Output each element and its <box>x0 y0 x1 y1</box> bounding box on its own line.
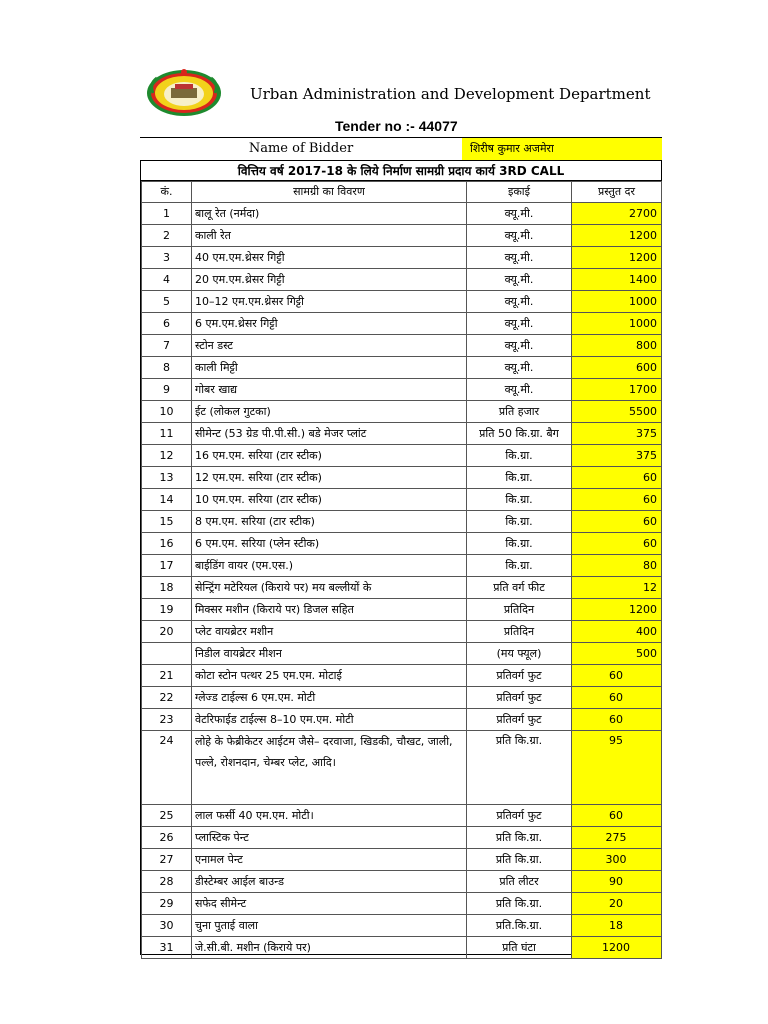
row-unit: प्रतिदिन <box>467 599 572 621</box>
table-row <box>142 621 662 643</box>
bidder-row <box>140 137 662 161</box>
table-row <box>142 665 662 687</box>
row-serial: 13 <box>142 467 192 489</box>
row-description: 6 एम.एम. सरिया (प्लेन स्टीक) <box>192 533 467 555</box>
row-unit: प्रतिवर्ग फुट <box>467 687 572 709</box>
column-header-unit: इकाई <box>467 182 572 203</box>
row-rate: 60 <box>572 511 662 533</box>
table-row <box>142 805 662 827</box>
row-description: 16 एम.एम. सरिया (टार स्टीक) <box>192 445 467 467</box>
row-description: काली मिट्टी <box>192 357 467 379</box>
row-serial: 25 <box>142 805 192 827</box>
row-serial: 21 <box>142 665 192 687</box>
table-row <box>142 357 662 379</box>
row-unit: कि.ग्रा. <box>467 533 572 555</box>
row-rate: 60 <box>572 665 662 687</box>
row-rate: 500 <box>572 643 662 665</box>
row-description: जे.सी.बी. मशीन (किराये पर) <box>192 937 467 959</box>
department-emblem-logo <box>145 66 223 118</box>
row-rate: 80 <box>572 555 662 577</box>
row-rate: 90 <box>572 871 662 893</box>
row-description: वेटरिफाईड टाईल्स 8–10 एम.एम. मोटी <box>192 709 467 731</box>
row-description: 10 एम.एम. सरिया (टार स्टीक) <box>192 489 467 511</box>
row-unit: प्रति लीटर <box>467 871 572 893</box>
row-description: 10–12 एम.एम.थ्रेसर गिट्टी <box>192 291 467 313</box>
row-serial: 12 <box>142 445 192 467</box>
table-row <box>142 533 662 555</box>
row-rate: 1200 <box>572 599 662 621</box>
table-row <box>142 709 662 731</box>
row-serial: 27 <box>142 849 192 871</box>
row-serial: 26 <box>142 827 192 849</box>
row-rate: 60 <box>572 687 662 709</box>
table-row <box>142 445 662 467</box>
row-serial: 30 <box>142 915 192 937</box>
row-serial: 28 <box>142 871 192 893</box>
table-row <box>142 423 662 445</box>
row-serial: 2 <box>142 225 192 247</box>
row-rate: 60 <box>572 489 662 511</box>
table-row <box>142 379 662 401</box>
row-description: ईट (लोकल गुटका) <box>192 401 467 423</box>
row-unit: प्रति कि.ग्रा. <box>467 827 572 849</box>
row-serial: 23 <box>142 709 192 731</box>
row-serial: 22 <box>142 687 192 709</box>
table-row <box>142 291 662 313</box>
table-row <box>142 827 662 849</box>
row-rate: 1200 <box>572 225 662 247</box>
row-unit: क्यू.मी. <box>467 291 572 313</box>
row-description: मिक्सर मशीन (किराये पर) डिजल सहित <box>192 599 467 621</box>
row-unit: कि.ग्रा. <box>467 555 572 577</box>
table-row <box>142 849 662 871</box>
column-header-description: सामग्री का विवरण <box>192 182 467 203</box>
row-unit: प्रतिवर्ग फुट <box>467 709 572 731</box>
row-unit: प्रतिवर्ग फुट <box>467 805 572 827</box>
row-description: स्टोन डस्ट <box>192 335 467 357</box>
row-unit: क्यू.मी. <box>467 335 572 357</box>
row-serial: 29 <box>142 893 192 915</box>
row-serial <box>142 643 192 665</box>
row-unit: प्रति घंटा <box>467 937 572 959</box>
row-rate: 18 <box>572 915 662 937</box>
row-rate: 1200 <box>572 937 662 959</box>
table-row <box>142 893 662 915</box>
row-rate: 12 <box>572 577 662 599</box>
table-row <box>142 555 662 577</box>
table-row <box>142 247 662 269</box>
row-serial: 24 <box>142 731 192 805</box>
row-description: लोहे के फेब्रीकेटर आईटम जैसे– दरवाजा, खिडकी, चौखट, जाली, पल्ले, रोशनदान, चेम्बर प्लेट, आदि। <box>192 731 467 805</box>
row-description: सेन्ट्रिंग मटेरियल (किराये पर) मय बल्लीयों के <box>192 577 467 599</box>
row-serial: 17 <box>142 555 192 577</box>
row-unit: क्यू.मी. <box>467 269 572 291</box>
row-unit: प्रति वर्ग फीट <box>467 577 572 599</box>
row-serial: 16 <box>142 533 192 555</box>
row-unit: क्यू.मी. <box>467 203 572 225</box>
row-rate: 375 <box>572 445 662 467</box>
column-header-rate: प्रस्तुत दर <box>572 182 662 203</box>
row-serial: 8 <box>142 357 192 379</box>
row-description: सफेद सीमेन्ट <box>192 893 467 915</box>
row-description: बाईडिंग वायर (एम.एस.) <box>192 555 467 577</box>
row-description: गोबर खाद्य <box>192 379 467 401</box>
row-description: प्लास्टिक पेन्ट <box>192 827 467 849</box>
row-unit: प्रति 50 कि.ग्रा. बैग <box>467 423 572 445</box>
row-rate: 275 <box>572 827 662 849</box>
row-serial: 20 <box>142 621 192 643</box>
row-unit: प्रति कि.ग्रा. <box>467 893 572 915</box>
row-description: 40 एम.एम.थ्रेसर गिट्टी <box>192 247 467 269</box>
table-row <box>142 577 662 599</box>
sheet-subtitle: वित्तिय वर्ष 2017-18 के लिये निर्माण सामग्री प्रदाय कार्य 3RD CALL <box>141 161 661 181</box>
row-description: काली रेत <box>192 225 467 247</box>
bidder-label: Name of Bidder <box>248 141 354 156</box>
row-unit: प्रति कि.ग्रा. <box>467 849 572 871</box>
table-row <box>142 599 662 621</box>
table-row <box>142 915 662 937</box>
row-rate: 400 <box>572 621 662 643</box>
table-row <box>142 467 662 489</box>
table-header-row <box>142 182 662 203</box>
table-row <box>142 335 662 357</box>
row-unit: (मय फ्यूल) <box>467 643 572 665</box>
row-serial: 14 <box>142 489 192 511</box>
row-unit: क्यू.मी. <box>467 379 572 401</box>
row-unit: प्रतिवर्ग फुट <box>467 665 572 687</box>
row-unit: क्यू.मी. <box>467 313 572 335</box>
row-unit: क्यू.मी. <box>467 247 572 269</box>
row-serial: 19 <box>142 599 192 621</box>
row-unit: क्यू.मी. <box>467 225 572 247</box>
row-serial: 31 <box>142 937 192 959</box>
row-description: निडील वायब्रेटर मीशन <box>192 643 467 665</box>
row-rate: 300 <box>572 849 662 871</box>
row-description: कोटा स्टोन पत्थर 25 एम.एम. मोटाई <box>192 665 467 687</box>
row-description: डीस्टेम्बर आईल बाउन्ड <box>192 871 467 893</box>
table-row <box>142 871 662 893</box>
row-description: 20 एम.एम.थ्रेसर गिट्टी <box>192 269 467 291</box>
table-row <box>142 937 662 959</box>
row-description: 6 एम.एम.थ्रेसर गिट्टी <box>192 313 467 335</box>
table-row <box>142 313 662 335</box>
row-description: लाल फर्सी 40 एम.एम. मोटी। <box>192 805 467 827</box>
row-description: बालू रेत (नर्मदा) <box>192 203 467 225</box>
table-row <box>142 401 662 423</box>
row-unit: कि.ग्रा. <box>467 489 572 511</box>
row-rate: 1000 <box>572 313 662 335</box>
table-row <box>142 511 662 533</box>
row-serial: 7 <box>142 335 192 357</box>
row-description: 12 एम.एम. सरिया (टार स्टीक) <box>192 467 467 489</box>
row-serial: 11 <box>142 423 192 445</box>
row-unit: कि.ग्रा. <box>467 445 572 467</box>
row-serial: 3 <box>142 247 192 269</box>
bidder-name: शिरीष कुमार अजमेरा <box>462 138 662 160</box>
row-unit: कि.ग्रा. <box>467 467 572 489</box>
row-serial: 4 <box>142 269 192 291</box>
row-unit: प्रतिदिन <box>467 621 572 643</box>
tender-number: Tender no :- 44077 <box>335 118 458 134</box>
row-description: 8 एम.एम. सरिया (टार स्टीक) <box>192 511 467 533</box>
row-rate: 2700 <box>572 203 662 225</box>
row-rate: 95 <box>572 731 662 805</box>
row-description: एनामल पेन्ट <box>192 849 467 871</box>
row-serial: 9 <box>142 379 192 401</box>
column-header-serial: कं. <box>142 182 192 203</box>
row-description: सीमेन्ट (53 ग्रेड पी.पी.सी.) बडे मेजर प्लांट <box>192 423 467 445</box>
row-rate: 1700 <box>572 379 662 401</box>
row-unit: प्रति हजार <box>467 401 572 423</box>
rate-sheet <box>140 160 662 955</box>
rates-table <box>141 181 662 959</box>
table-row <box>142 269 662 291</box>
row-rate: 1400 <box>572 269 662 291</box>
row-unit: प्रति कि.ग्रा. <box>467 731 572 805</box>
row-serial: 5 <box>142 291 192 313</box>
row-description: ग्लेज्ड टाईल्स 6 एम.एम. मोटी <box>192 687 467 709</box>
row-rate: 60 <box>572 805 662 827</box>
row-unit: क्यू.मी. <box>467 357 572 379</box>
row-rate: 1200 <box>572 247 662 269</box>
row-rate: 60 <box>572 467 662 489</box>
row-unit: प्रति.कि.ग्रा. <box>467 915 572 937</box>
table-row <box>142 643 662 665</box>
row-rate: 20 <box>572 893 662 915</box>
table-row <box>142 489 662 511</box>
row-serial: 1 <box>142 203 192 225</box>
row-rate: 60 <box>572 709 662 731</box>
row-description: चुना पुताई वाला <box>192 915 467 937</box>
row-description: प्लेट वायब्रेटर मशीन <box>192 621 467 643</box>
table-row <box>142 687 662 709</box>
row-serial: 10 <box>142 401 192 423</box>
row-serial: 18 <box>142 577 192 599</box>
department-title: Urban Administration and Development Department <box>250 85 651 103</box>
row-unit: कि.ग्रा. <box>467 511 572 533</box>
row-rate: 5500 <box>572 401 662 423</box>
row-rate: 375 <box>572 423 662 445</box>
row-rate: 800 <box>572 335 662 357</box>
row-rate: 60 <box>572 533 662 555</box>
table-row <box>142 203 662 225</box>
table-row <box>142 731 662 805</box>
row-serial: 6 <box>142 313 192 335</box>
row-serial: 15 <box>142 511 192 533</box>
row-rate: 600 <box>572 357 662 379</box>
row-rate: 1000 <box>572 291 662 313</box>
table-row <box>142 225 662 247</box>
